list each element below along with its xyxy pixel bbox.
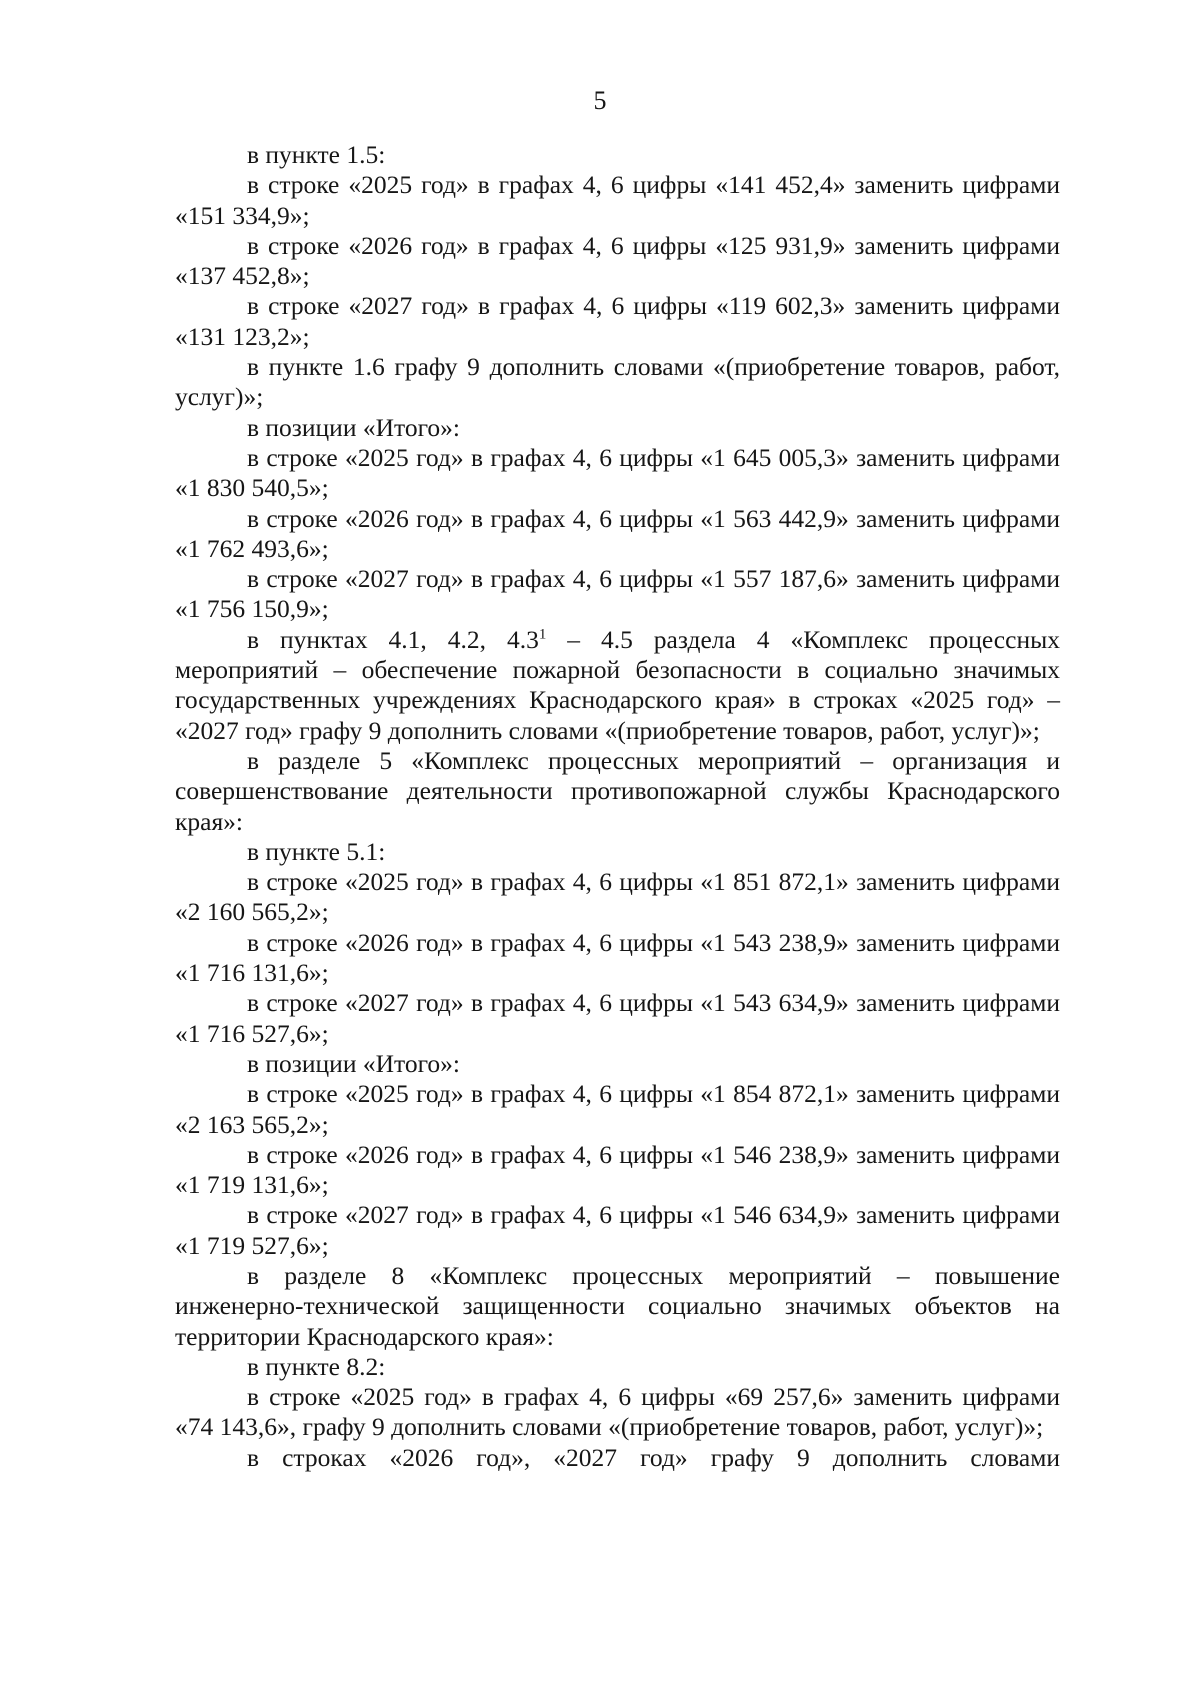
superscript: 1: [538, 626, 547, 643]
paragraph: в пункте 8.2:: [247, 1351, 386, 1381]
paragraph: в строке «2025 год» в графах 4, 6 цифры «69 257,6» заменить цифрами «74 143,6», графу 9 дополнить словами «(приобретение товаров, работ, услуг)»;: [175, 1382, 1060, 1442]
paragraph: в строке «2026 год» в графах 4, 6 цифры «125 931,9» заменить цифрами «137 452,8»;: [175, 230, 1060, 291]
paragraph: в строке «2026 год» в графах 4, 6 цифры «1 563 442,9» заменить цифрами «1 762 493,6»;: [175, 503, 1060, 563]
paragraph: в строке «2027 год» в графах 4, 6 цифры «1 546 634,9» заменить цифрами «1 719 527,6»;: [175, 1200, 1060, 1260]
paragraph: в строке «2026 год» в графах 4, 6 цифры «1 543 238,9» заменить цифрами «1 716 131,6»;: [175, 927, 1060, 988]
paragraph: в разделе 5 «Комплекс процессных мероприятий – организация и совершенствование деятельности противопожарной службы Краснодарского края»:: [175, 745, 1060, 836]
paragraph: в строке «2027 год» в графах 4, 6 цифры «1 557 187,6» заменить цифрами «1 756 150,9»;: [175, 564, 1060, 624]
paragraph-continued: в строках «2026 год», «2027 год» графу 9 дополнить словами: [247, 1442, 1060, 1472]
paragraph-text-start: в пунктах 4.1, 4.2, 4.3: [247, 624, 539, 654]
paragraph-section-4: [175, 625, 1060, 746]
paragraph: в пункте 1.6 графу 9 дополнить словами «(приобретение товаров, работ, услуг)»;: [175, 352, 1060, 412]
document-body: [175, 140, 1060, 1473]
paragraph: в строке «2025 год» в графах 4, 6 цифры «141 452,4» заменить цифрами «151 334,9»;: [175, 170, 1060, 230]
paragraph: в пункте 1.5:: [247, 140, 386, 169]
paragraph: в строке «2027 год» в графах 4, 6 цифры «1 543 634,9» заменить цифрами «1 716 527,6»;: [175, 988, 1060, 1048]
paragraph: в строке «2027 год» в графах 4, 6 цифры «119 602,3» заменить цифрами «131 123,2»;: [175, 291, 1060, 351]
paragraph: в строке «2025 год» в графах 4, 6 цифры «1 645 005,3» заменить цифрами «1 830 540,5»;: [175, 442, 1060, 503]
paragraph: в строке «2026 год» в графах 4, 6 цифры «1 546 238,9» заменить цифрами «1 719 131,6»;: [175, 1139, 1060, 1200]
paragraph: в строке «2025 год» в графах 4, 6 цифры «1 851 872,1» заменить цифрами «2 160 565,2»;: [175, 867, 1060, 927]
paragraph-text-end: – 4.5 раздела 4 «Комплекс процессных мероприятий – обеспечение пожарной безопасности в социально значимых государственных учреждениях Краснодарского края» в строках «2025 год» – «2027 год» графу 9 дополнить словами «(приобретение товаров, работ, услуг)»;: [175, 624, 1060, 745]
paragraph: в позиции «Итого»:: [247, 1048, 460, 1078]
paragraph: в пункте 5.1:: [247, 836, 386, 866]
paragraph: в строке «2025 год» в графах 4, 6 цифры «1 854 872,1» заменить цифрами «2 163 565,2»;: [175, 1079, 1060, 1139]
paragraph: в позиции «Итого»:: [247, 412, 460, 442]
page-number: 5: [593, 86, 607, 115]
paragraph: в разделе 8 «Комплекс процессных мероприятий – повышение инженерно-технической защищенности социально значимых объектов на территории Краснодарского края»:: [175, 1260, 1060, 1351]
